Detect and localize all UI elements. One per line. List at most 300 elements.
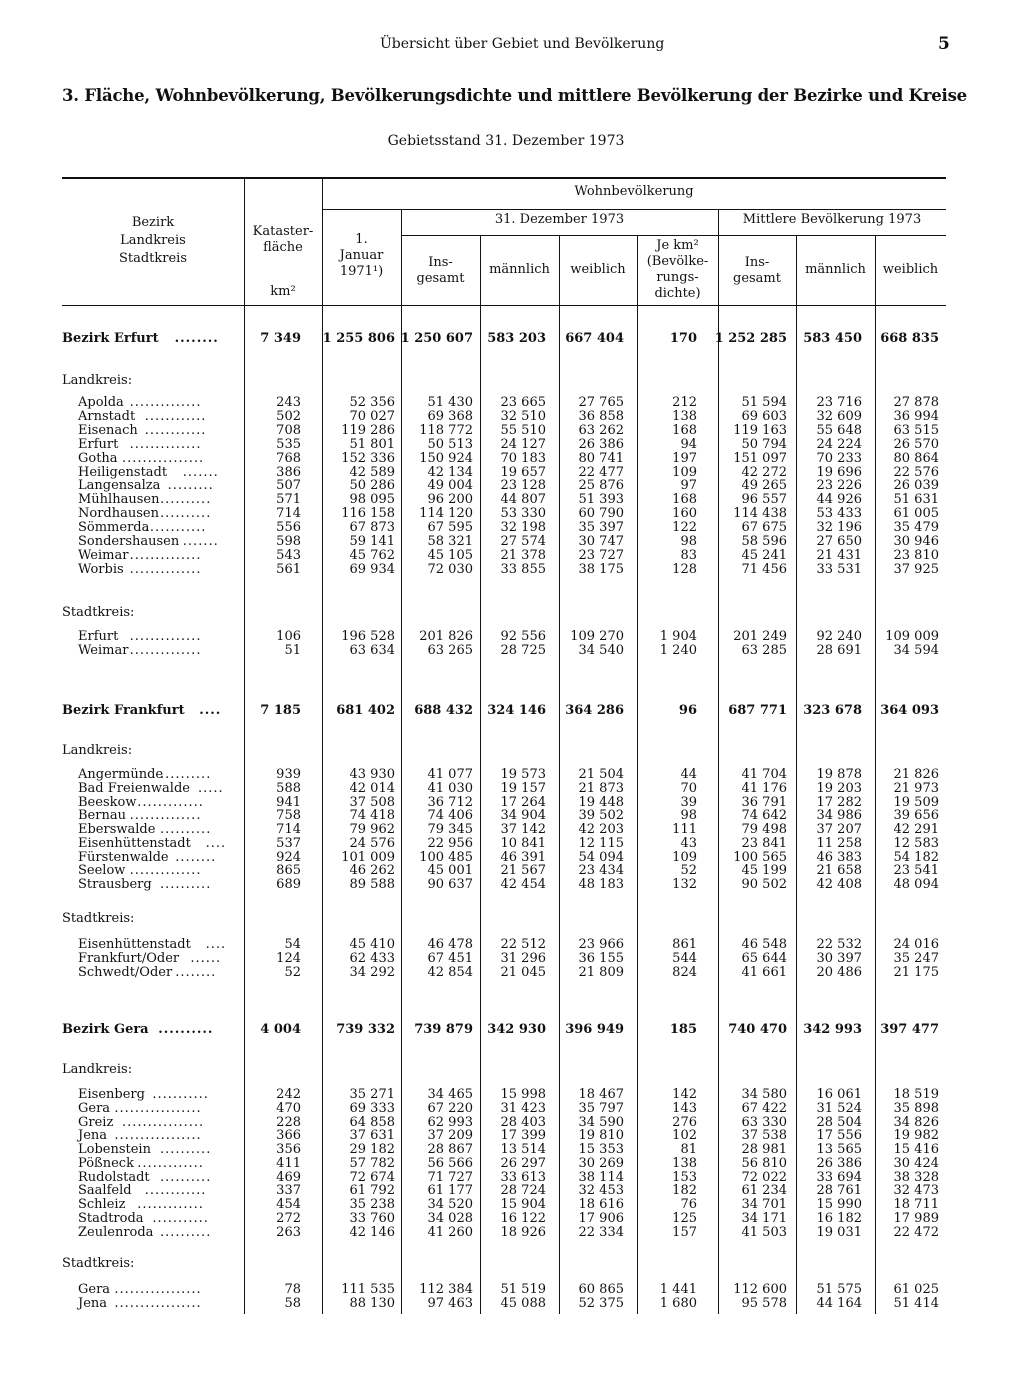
cell-insgesamt: 28 867 [427,1142,473,1157]
row-label: Stadtkreis: [62,911,135,926]
cell-mittel-maennlich: 26 386 [816,1156,862,1171]
col-header-area-unit: km² [270,284,296,299]
cell-jan1971: 42 014 [349,781,395,796]
cell-mittel-weiblich: 54 182 [893,850,939,865]
cell-maennlich: 45 088 [500,1296,546,1311]
cell-mittel-weiblich: 30 424 [893,1156,939,1171]
cell-jan1971: 98 095 [349,492,395,507]
cell-maennlich: 28 403 [500,1115,546,1130]
cell-insgesamt: 67 220 [427,1101,473,1116]
cell-weiblich: 54 094 [578,850,624,865]
cell-maennlich: 24 127 [500,437,546,452]
cell-weiblich: 38 114 [578,1170,624,1185]
row-label: Arnstadt [78,409,136,424]
cell-weiblich: 35 397 [578,520,624,535]
cell-jan1971: 42 146 [349,1225,395,1240]
row-label: Sondershausen [78,534,180,549]
row-label: Schwedt/Oder [78,965,173,980]
col-header-maennlich: männlich [489,262,550,277]
cell-jan1971: 101 009 [341,850,395,865]
cell-mittel-weiblich: 15 416 [893,1142,939,1157]
cell-density: 544 [672,951,697,966]
cell-jan1971: 37 508 [349,795,395,810]
cell-maennlich: 28 725 [500,643,546,658]
cell-jan1971: 35 238 [349,1197,395,1212]
cell-maennlich: 17 399 [500,1128,546,1143]
cell-insgesamt: 56 566 [427,1156,473,1171]
table-row [0,1088,1024,1102]
cell-mittel-weiblich: 23 810 [893,548,939,563]
cell-mittel-maennlich: 21 431 [816,548,862,563]
cell-weiblich: 30 269 [578,1156,624,1171]
cell-maennlich: 27 574 [500,534,546,549]
cell-mittel-weiblich: 109 009 [885,629,939,644]
cell-jan1971: 89 588 [349,877,395,892]
cell-maennlich: 70 183 [500,451,546,466]
cell-weiblich: 364 286 [565,703,624,718]
cell-mittel-maennlich: 21 658 [816,863,862,878]
cell-area: 865 [276,863,301,878]
cell-jan1971: 69 934 [349,562,395,577]
cell-weiblich: 21 809 [578,965,624,980]
cell-area: 470 [276,1101,301,1116]
cell-mittel-insgesamt: 61 234 [741,1183,787,1198]
cell-area: 469 [276,1170,301,1185]
cell-mittel-maennlich: 53 433 [816,506,862,521]
cell-area: 356 [276,1142,301,1157]
cell-area: 535 [276,437,301,452]
cell-area: 571 [276,492,301,507]
cell-mittel-insgesamt: 56 810 [741,1156,787,1171]
dot-leader: .......... [158,1022,214,1037]
cell-maennlich: 37 142 [500,822,546,837]
cell-weiblich: 18 467 [578,1087,624,1102]
rule-under-wohn [322,209,946,210]
cell-mittel-weiblich: 61 005 [893,506,939,521]
cell-weiblich: 48 183 [578,877,624,892]
cell-weiblich: 22 477 [578,465,624,480]
dot-leader: .......... [160,492,212,507]
cell-mittel-maennlich: 19 878 [816,767,862,782]
cell-area: 924 [276,850,301,865]
table-row [0,837,1024,851]
cell-maennlich: 16 122 [500,1211,546,1226]
row-label: Apolda [78,395,124,410]
cell-insgesamt: 42 854 [427,965,473,980]
bezirk-row [0,704,1024,718]
cell-mittel-insgesamt: 71 456 [741,562,787,577]
cell-jan1971: 70 027 [349,409,395,424]
cell-mittel-maennlich: 20 486 [816,965,862,980]
cell-maennlich: 21 045 [500,965,546,980]
rule-under-periods [401,235,946,236]
cell-mittel-insgesamt: 79 498 [741,822,787,837]
cell-density: 143 [672,1101,697,1116]
cell-mittel-insgesamt: 63 285 [741,643,787,658]
cell-insgesamt: 688 432 [414,703,473,718]
cell-mittel-maennlich: 51 575 [816,1282,862,1297]
cell-maennlich: 33 613 [500,1170,546,1185]
cell-jan1971: 61 792 [349,1183,395,1198]
cell-area: 58 [284,1296,301,1311]
cell-mittel-maennlich: 32 609 [816,409,862,424]
table-row [0,952,1024,966]
table-row [0,768,1024,782]
row-label: Eisenhüttenstadt [78,836,191,851]
row-label: Erfurt [78,629,119,644]
cell-maennlich: 31 423 [500,1101,546,1116]
col-header-mittel-weiblich: weiblich [882,262,939,277]
cell-weiblich: 17 906 [578,1211,624,1226]
cell-mittel-insgesamt: 112 600 [733,1282,787,1297]
row-label: Worbis [78,562,124,577]
cell-weiblich: 32 453 [578,1183,624,1198]
dot-leader: ............ [144,1183,207,1198]
table-subtitle: Gebietsstand 31. Dezember 1973 [387,133,625,149]
cell-mittel-weiblich: 12 583 [893,836,939,851]
cell-area: 263 [276,1225,301,1240]
cell-mittel-insgesamt: 100 565 [733,850,787,865]
cell-weiblich: 38 175 [578,562,624,577]
cell-mittel-weiblich: 34 594 [893,643,939,658]
cell-area: 54 [284,937,301,952]
col-header-weiblich: weiblich [570,262,626,277]
cell-mittel-insgesamt: 63 330 [741,1115,787,1130]
cell-insgesamt: 79 345 [427,822,473,837]
dot-leader: ........... [152,1087,209,1102]
dot-leader: .......... [160,822,212,837]
cell-density: 197 [672,451,697,466]
cell-density: 52 [680,863,697,878]
cell-mittel-insgesamt: 69 603 [741,409,787,424]
cell-jan1971: 51 801 [349,437,395,452]
cell-mittel-weiblich: 34 826 [893,1115,939,1130]
cell-mittel-insgesamt: 51 594 [741,395,787,410]
dot-leader: ............ [144,423,207,438]
cell-area: 758 [276,808,301,823]
cell-mittel-maennlich: 92 240 [816,629,862,644]
col-header-dec1973: 31. Dezember 1973 [494,212,625,227]
cell-mittel-maennlich: 13 565 [816,1142,862,1157]
dot-leader: ................. [114,1128,202,1143]
cell-jan1971: 739 332 [336,1022,395,1037]
row-label: Bezirk Frankfurt [62,703,185,718]
dot-leader: .............. [129,395,202,410]
table-row [0,521,1024,535]
cell-area: 561 [276,562,301,577]
cell-mittel-maennlich: 28 761 [816,1183,862,1198]
cell-insgesamt: 34 028 [427,1211,473,1226]
cell-maennlich: 34 904 [500,808,546,823]
group-label [0,374,1024,388]
cell-mittel-maennlich: 44 926 [816,492,862,507]
cell-maennlich: 324 146 [487,703,546,718]
cell-jan1971: 1 255 806 [322,331,395,346]
cell-mittel-insgesamt: 46 548 [741,937,787,952]
cell-mittel-insgesamt: 45 241 [741,548,787,563]
cell-maennlich: 31 296 [500,951,546,966]
col-header-wohnbevoelkerung: Wohnbevölkerung [574,184,694,199]
dot-leader: .............. [129,863,202,878]
cell-mittel-weiblich: 26 570 [893,437,939,452]
table-row [0,938,1024,952]
dot-leader: ........ [175,850,217,865]
cell-jan1971: 24 576 [349,836,395,851]
row-label: Heiligenstadt [78,465,168,480]
cell-weiblich: 60 790 [578,506,624,521]
group-label [0,606,1024,620]
cell-density: 43 [680,836,697,851]
cell-weiblich: 36 155 [578,951,624,966]
dot-leader: .............. [129,562,202,577]
row-label: Lobenstein [78,1142,151,1157]
table-row [0,966,1024,980]
cell-area: 537 [276,836,301,851]
dot-leader: ............ [144,409,207,424]
cell-mittel-insgesamt: 34 171 [741,1211,787,1226]
dot-leader: ............. [137,795,204,810]
cell-mittel-maennlich: 583 450 [803,331,862,346]
cell-jan1971: 88 130 [349,1296,395,1311]
cell-maennlich: 15 904 [500,1197,546,1212]
cell-area: 243 [276,395,301,410]
cell-mittel-weiblich: 17 989 [893,1211,939,1226]
cell-jan1971: 34 292 [349,965,395,980]
cell-density: 96 [678,703,697,718]
cell-mittel-insgesamt: 90 502 [741,877,787,892]
cell-insgesamt: 72 030 [427,562,473,577]
cell-insgesamt: 71 727 [427,1170,473,1185]
cell-mittel-weiblich: 19 509 [893,795,939,810]
cell-insgesamt: 49 004 [427,478,473,493]
cell-mittel-weiblich: 38 328 [893,1170,939,1185]
cell-mittel-weiblich: 35 479 [893,520,939,535]
dot-leader: ................ [122,1115,205,1130]
cell-mittel-maennlich: 17 556 [816,1128,862,1143]
table-row [0,1102,1024,1116]
cell-weiblich: 15 353 [578,1142,624,1157]
cell-maennlich: 17 264 [500,795,546,810]
table-top-rule [62,177,946,179]
cell-mittel-insgesamt: 65 644 [741,951,787,966]
cell-density: 170 [669,331,697,346]
cell-jan1971: 29 182 [349,1142,395,1157]
cell-mittel-insgesamt: 1 252 285 [714,331,787,346]
cell-insgesamt: 63 265 [427,643,473,658]
cell-mittel-insgesamt: 23 841 [741,836,787,851]
cell-mittel-maennlich: 16 182 [816,1211,862,1226]
row-label: Strausberg [78,877,152,892]
cell-mittel-insgesamt: 119 163 [733,423,787,438]
cell-jan1971: 67 873 [349,520,395,535]
cell-insgesamt: 67 595 [427,520,473,535]
row-label: Beeskow [78,795,137,810]
cell-mittel-weiblich: 27 878 [893,395,939,410]
dot-leader: ......... [167,478,214,493]
table-row [0,782,1024,796]
cell-insgesamt: 51 430 [427,395,473,410]
cell-insgesamt: 739 879 [414,1022,473,1037]
cell-mittel-maennlich: 46 383 [816,850,862,865]
cell-jan1971: 69 333 [349,1101,395,1116]
cell-insgesamt: 45 001 [427,863,473,878]
cell-jan1971: 152 336 [341,451,395,466]
row-label: Pößneck [78,1156,134,1171]
table-row [0,1129,1024,1143]
row-label: Eisenhüttenstadt [78,937,191,952]
cell-insgesamt: 62 993 [427,1115,473,1130]
cell-density: 168 [672,423,697,438]
cell-density: 83 [680,548,697,563]
cell-density: 94 [680,437,697,452]
cell-jan1971: 59 141 [349,534,395,549]
cell-insgesamt: 36 712 [427,795,473,810]
table-row [0,396,1024,410]
cell-area: 454 [276,1197,301,1212]
cell-area: 714 [276,506,301,521]
cell-mittel-maennlich: 37 207 [816,822,862,837]
row-label: Greiz [78,1115,114,1130]
table-row [0,1283,1024,1297]
table-row [0,535,1024,549]
cell-mittel-insgesamt: 67 675 [741,520,787,535]
cell-maennlich: 21 567 [500,863,546,878]
cell-area: 507 [276,478,301,493]
cell-density: 212 [672,395,697,410]
cell-area: 106 [276,629,301,644]
cell-mittel-maennlich: 33 694 [816,1170,862,1185]
cell-insgesamt: 90 637 [427,877,473,892]
table-row [0,1226,1024,1240]
dot-leader: ..... [198,781,224,796]
header-bottom-rule [62,305,946,306]
cell-weiblich: 63 262 [578,423,624,438]
cell-insgesamt: 50 513 [427,437,473,452]
cell-mittel-weiblich: 22 472 [893,1225,939,1240]
row-label: Bezirk Gera [62,1022,149,1037]
cell-jan1971: 45 762 [349,548,395,563]
row-label: Landkreis: [62,1062,133,1077]
group-label [0,1257,1024,1271]
row-label: Eisenach [78,423,138,438]
cell-mittel-insgesamt: 58 596 [741,534,787,549]
cell-maennlich: 55 510 [500,423,546,438]
cell-maennlich: 28 724 [500,1183,546,1198]
cell-insgesamt: 114 120 [419,506,473,521]
row-label: Angermünde [78,767,164,782]
cell-weiblich: 667 404 [565,331,624,346]
dot-leader: ...... [190,951,222,966]
cell-density: 1 441 [659,1282,697,1297]
dot-leader: ....... [182,465,219,480]
row-label: Seelow [78,863,126,878]
cell-mittel-weiblich: 668 835 [880,331,939,346]
cell-mittel-weiblich: 30 946 [893,534,939,549]
row-label: Bad Freienwalde [78,781,190,796]
cell-mittel-weiblich: 21 826 [893,767,939,782]
cell-mittel-insgesamt: 740 470 [728,1022,787,1037]
cell-density: 824 [672,965,697,980]
row-label: Jena [78,1128,108,1143]
cell-mittel-insgesamt: 72 022 [741,1170,787,1185]
cell-insgesamt: 150 924 [419,451,473,466]
cell-insgesamt: 58 321 [427,534,473,549]
cell-mittel-weiblich: 22 576 [893,465,939,480]
cell-mittel-maennlich: 27 650 [816,534,862,549]
cell-weiblich: 35 797 [578,1101,624,1116]
running-title: Übersicht über Gebiet und Bevölkerung [380,36,665,52]
cell-jan1971: 63 634 [349,643,395,658]
cell-insgesamt: 42 134 [427,465,473,480]
cell-mittel-weiblich: 63 515 [893,423,939,438]
cell-area: 272 [276,1211,301,1226]
cell-density: 132 [672,877,697,892]
cell-weiblich: 23 434 [578,863,624,878]
row-label: Bezirk Erfurt [62,331,159,346]
table-row [0,823,1024,837]
cell-mittel-maennlich: 55 648 [816,423,862,438]
cell-jan1971: 33 760 [349,1211,395,1226]
cell-density: 81 [680,1142,697,1157]
cell-mittel-maennlich: 19 031 [816,1225,862,1240]
cell-mittel-maennlich: 19 203 [816,781,862,796]
cell-jan1971: 50 286 [349,478,395,493]
cell-mittel-weiblich: 26 039 [893,478,939,493]
row-label: Eberswalde [78,822,156,837]
cell-insgesamt: 41 077 [427,767,473,782]
cell-mittel-maennlich: 22 532 [816,937,862,952]
cell-density: 138 [672,409,697,424]
cell-mittel-maennlich: 34 986 [816,808,862,823]
cell-density: 153 [672,1170,697,1185]
cell-mittel-maennlich: 16 061 [816,1087,862,1102]
col-header-insgesamt: Ins- gesamt [416,255,465,286]
row-label: Frankfurt/Oder [78,951,180,966]
row-label: Stadtkreis: [62,1256,135,1271]
cell-mittel-insgesamt: 95 578 [741,1296,787,1311]
cell-maennlich: 21 378 [500,548,546,563]
cell-mittel-maennlich: 15 990 [816,1197,862,1212]
dot-leader: .......... [160,877,212,892]
table-row [0,1157,1024,1171]
cell-insgesamt: 22 956 [427,836,473,851]
cell-density: 168 [672,492,697,507]
cell-jan1971: 62 433 [349,951,395,966]
cell-maennlich: 13 514 [500,1142,546,1157]
cell-mittel-maennlich: 28 504 [816,1115,862,1130]
cell-mittel-weiblich: 36 994 [893,409,939,424]
cell-mittel-insgesamt: 67 422 [741,1101,787,1116]
bezirk-row [0,332,1024,346]
cell-weiblich: 42 203 [578,822,624,837]
cell-mittel-weiblich: 61 025 [893,1282,939,1297]
table-row [0,1198,1024,1212]
cell-mittel-weiblich: 21 175 [893,965,939,980]
cell-mittel-maennlich: 42 408 [816,877,862,892]
table-row [0,630,1024,644]
cell-area: 242 [276,1087,301,1102]
dot-leader: ................. [114,1282,202,1297]
cell-jan1971: 45 410 [349,937,395,952]
cell-mittel-weiblich: 21 973 [893,781,939,796]
cell-insgesamt: 41 260 [427,1225,473,1240]
cell-mittel-insgesamt: 114 438 [733,506,787,521]
cell-insgesamt: 118 772 [419,423,473,438]
cell-density: 138 [672,1156,697,1171]
table-row [0,452,1024,466]
page-number: 5 [938,34,950,54]
cell-weiblich: 26 386 [578,437,624,452]
